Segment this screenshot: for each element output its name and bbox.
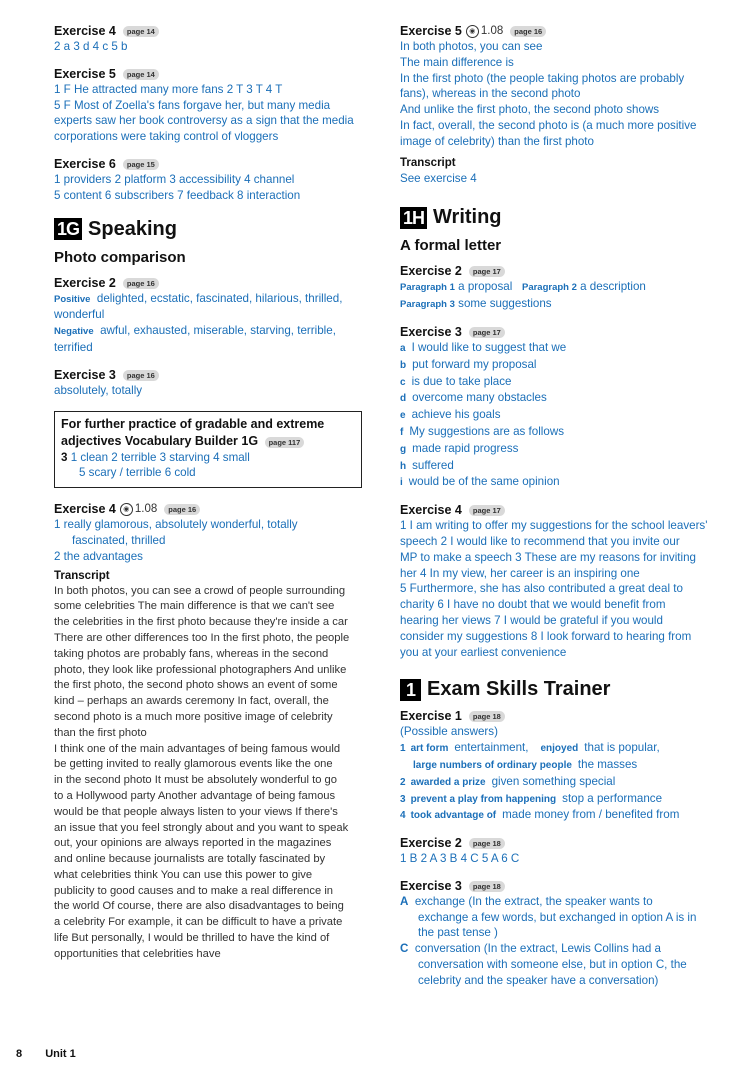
section-subtitle: A formal letter (400, 237, 502, 255)
box-answer-number: 3 (61, 450, 68, 464)
box-title-text: adjectives Vocabulary Builder 1G (61, 433, 259, 448)
page-number: 8 (16, 1048, 23, 1060)
exercise-1-exam (400, 709, 720, 824)
exercise-title: Exercise 2 (54, 275, 116, 290)
exercise-2-writing (400, 264, 720, 313)
answer-lines (400, 518, 720, 660)
paragraph-text: a proposal (458, 280, 513, 294)
item-text: is due to take place (411, 374, 512, 388)
audio-cd-icon: ◉ (120, 503, 133, 516)
item-phrase: art form (410, 743, 449, 755)
answer-line: the past tense ) (418, 926, 498, 940)
answer-line: corporations were taking control of vloggers (54, 130, 279, 144)
left-column (54, 24, 372, 975)
item-text: achieve his goals (411, 408, 501, 422)
transcript-label: Transcript (400, 156, 456, 169)
box-answer-line1 (61, 450, 355, 466)
transcript-line: to a Hollywood party Another advantage of being famous (54, 789, 336, 802)
list-item (400, 791, 720, 808)
answer-line: 1 I am writing to offer my suggestions for the school leavers' (400, 519, 708, 533)
answer: absolutely, totally (54, 383, 143, 397)
transcript-line: the celebrities in the first photo because they're inside a car (54, 616, 348, 629)
list-item (400, 374, 720, 391)
list-item (400, 441, 720, 458)
unit-label: Unit 1 (45, 1048, 76, 1060)
answer-line: image of celebrity) than the first photo (400, 134, 594, 148)
positive-label: Positive (54, 293, 91, 305)
paragraph-answers (400, 279, 720, 296)
exercise-6-top (54, 157, 372, 204)
item-letter: e (400, 410, 406, 422)
item-phrase: enjoyed (540, 743, 579, 755)
item-text: put forward my proposal (412, 357, 537, 371)
item-text: stop a performance (562, 791, 663, 805)
exercise-title: Exercise 3 (400, 324, 462, 339)
answers: 2 a 3 d 4 c 5 b (54, 40, 128, 53)
answer-line: 5 content 6 subscribers 7 feedback 8 interaction (54, 188, 301, 202)
page-badge: page 17 (469, 327, 505, 338)
option-label: C (400, 942, 409, 956)
answer-line: In fact, overall, the second photo is (a much more positive (400, 118, 697, 132)
answer-line: And unlike the first photo, the second photo shows (400, 103, 660, 117)
transcript-line: In both photos, you can see a crowd of people surrounding (54, 584, 346, 597)
item-text: entertainment, (454, 741, 529, 755)
transcript-line: taking photos are probably fans, whereas in the second (54, 647, 329, 660)
exercise-title: Exercise 3 (54, 367, 116, 382)
box-answer-text: 1 clean 2 terrible 3 starving 4 small (70, 450, 250, 464)
exercise-3-exam (400, 879, 720, 989)
page-badge: page 14 (123, 26, 159, 37)
answer-line: speech 2 I would like to recommend that you invite our (400, 534, 680, 548)
paragraph-text: a description (580, 280, 646, 294)
list-item (400, 424, 720, 441)
exercise-title: Exercise 5 (54, 66, 116, 81)
answer-line: hearing her views 7 I would be grateful if you would (400, 613, 663, 627)
transcript-line: publicity to good causes and to make a real difference in (54, 884, 334, 897)
item-text: My suggestions are as follows (409, 424, 564, 438)
answer-line: In both photos, you can see (400, 40, 543, 53)
transcript-line: I think one of the main advantages of being famous would (54, 742, 341, 755)
item-letter: d (400, 393, 407, 405)
transcript-line: be getting invited to really glamorous events like the one (54, 758, 333, 771)
exercise-title: Exercise 3 (400, 878, 462, 893)
list-item (400, 740, 720, 757)
answer-line: exchange a few words, but exchanged in option A is in (418, 910, 697, 924)
paragraph-text: some suggestions (458, 297, 552, 311)
answer-line: 1 really glamorous, absolutely wonderful, totally (54, 518, 298, 532)
option-label: A (400, 894, 409, 908)
audio-track (466, 24, 503, 39)
section-title-1h (400, 206, 720, 229)
exercise-title: Exercise 6 (54, 156, 116, 171)
exercise-title: Exercise 4 (54, 24, 116, 38)
answer-line: experts saw her book controversy as a sign that the media (54, 114, 354, 128)
answer-line: you at your earliest convenience (400, 645, 567, 659)
negative-text: awful, exhausted, miserable, starving, terrible, terrified (54, 324, 336, 354)
list-item (400, 357, 720, 374)
page-badge: page 117 (265, 437, 305, 448)
item-text: would be of the same opinion (408, 475, 560, 489)
transcript-line: second photo is a much more positive image of celebrity (54, 710, 333, 723)
item-text: I would like to suggest that we (411, 340, 567, 354)
audio-track-number: 1.08 (480, 25, 504, 37)
page-badge: page 18 (469, 838, 505, 849)
page-badge: page 14 (123, 69, 159, 80)
item-letter: g (400, 443, 407, 455)
transcript-line: a celebrity For example, it can be difficult to have a private (54, 916, 343, 929)
item-text: the masses (577, 757, 638, 771)
list-item (400, 390, 720, 407)
answer-line: 5 Furthermore, she has also contributed a great deal to (400, 582, 683, 596)
list-item (400, 757, 720, 774)
item-number: 3 (400, 793, 406, 805)
transcript-line: some celebrities The main difference is that we can't see (54, 600, 335, 613)
exercise-title: Exercise 5 (400, 24, 462, 38)
paragraph-label: Paragraph 2 (521, 282, 577, 294)
item-text: made money from / benefited from (502, 808, 680, 822)
exercise-4-top (54, 24, 372, 55)
negative-label: Negative (54, 326, 94, 338)
positive-answers (54, 291, 372, 324)
item-text: that is popular, (584, 741, 660, 755)
paragraph-label: Paragraph 1 (400, 282, 455, 294)
answer-line: fascinated, thrilled (72, 533, 166, 547)
exercise-4-writing (400, 503, 720, 660)
item-letter: a (400, 342, 406, 354)
box-title-line2 (61, 433, 355, 450)
page-badge: page 16 (164, 504, 200, 515)
item-text: overcome many obstacles (412, 391, 547, 405)
exercise-title: Exercise 1 (400, 709, 462, 724)
answer-line: 5 F Most of Zoella's fans forgave her, but many media (54, 98, 331, 112)
section-name: Writing (433, 206, 502, 229)
paragraph-answers (400, 296, 720, 313)
item-phrase: large numbers of ordinary people (413, 759, 572, 771)
transcript (54, 584, 372, 963)
audio-track (120, 502, 157, 517)
exercise-3-writing (400, 325, 720, 491)
answer-lines (400, 39, 720, 150)
list-item (400, 774, 720, 791)
answer-note: (Possible answers) (400, 725, 498, 739)
page-badge: page 16 (123, 278, 159, 289)
audio-track-number: 1.08 (134, 503, 158, 516)
exercise-title: Exercise 4 (400, 503, 462, 518)
item-phrase: prevent a play from happening (410, 793, 557, 805)
item-number: 2 (400, 776, 406, 788)
page-badge: page 16 (123, 370, 159, 381)
answer-line: 2 the advantages (54, 549, 143, 563)
item-letter: i (400, 477, 403, 489)
transcript-line: and online because journalists are totally fascinated by (54, 853, 326, 866)
page-badge: page 18 (469, 711, 505, 722)
list-item (400, 407, 720, 424)
exercise-2-exam (400, 836, 720, 867)
positive-text: delighted, ecstatic, fascinated, hilarious, thrilled, wonderful (54, 291, 343, 322)
page-footer (16, 1048, 96, 1060)
transcript-reference: See exercise 4 (400, 171, 477, 185)
answer-line: 1 providers 2 platform 3 accessibility 4 channel (54, 172, 295, 186)
list-item (400, 807, 720, 824)
negative-answers (54, 323, 372, 356)
transcript-label: Transcript (54, 569, 110, 582)
page-badge: page 17 (469, 266, 505, 277)
audio-cd-icon: ◉ (466, 25, 479, 38)
page-badge: page 18 (469, 881, 505, 892)
paragraph-label: Paragraph 3 (400, 299, 455, 311)
item-letter: c (400, 376, 406, 388)
item-text: given something special (491, 774, 616, 788)
list-item (400, 474, 720, 491)
answer-a (400, 894, 720, 910)
section-name: Exam Skills Trainer (427, 678, 611, 701)
vocabulary-builder-box (54, 411, 362, 489)
section-badge: 1G (54, 218, 82, 240)
item-phrase: took advantage of (410, 810, 497, 822)
item-letter: h (400, 460, 407, 472)
item-number: 1 (400, 743, 406, 755)
answer-line: conversation (In the extract, Lewis Collins had a (414, 942, 661, 956)
transcript-line: than the first photo (54, 726, 147, 739)
item-letter: b (400, 359, 407, 371)
answer-line: consider my suggestions 8 I look forward to hearing from (400, 629, 692, 643)
item-letter: f (400, 426, 404, 438)
transcript-line: out, your opinions are always reported in the magazines (54, 837, 332, 850)
page-badge: page 15 (123, 159, 159, 170)
right-column (400, 24, 720, 1001)
transcript-line: opportunities that celebrities have (54, 947, 221, 960)
transcript-line: kind – perhaps an awards ceremony In fact, overall, the (54, 695, 329, 708)
answer-line: celebrity and the speaker have a conversation) (418, 973, 659, 987)
list-item (400, 458, 720, 475)
page-badge: page 16 (510, 26, 546, 37)
section-title-exam (400, 678, 720, 701)
list-item (400, 340, 720, 357)
transcript-line: life But personally, I would be thrilled to have the kind of (54, 932, 330, 945)
item-phrase: awarded a prize (410, 776, 486, 788)
item-text: suffered (412, 458, 454, 472)
item-number: 4 (400, 810, 406, 822)
section-name: Speaking (88, 217, 177, 240)
answer-line: exchange (In the extract, the speaker wants to (414, 894, 653, 908)
answers: 1 B 2 A 3 B 4 C 5 A 6 C (400, 852, 520, 866)
answer-line: The main difference is (400, 55, 514, 69)
transcript-line: would be that people always listen to your views If there's (54, 805, 338, 818)
item-text: made rapid progress (412, 441, 519, 455)
section-badge: 1H (400, 207, 427, 229)
answer-line: conversation with someone else, but in option C, the (418, 958, 687, 972)
answer-list (400, 340, 720, 491)
exercise-title: Exercise 2 (400, 836, 462, 851)
answer-line: In the first photo (the people taking photos are probably (400, 71, 685, 85)
answer-line: charity 6 I have no doubt that we would benefit from (400, 598, 666, 612)
answer-list (400, 740, 720, 824)
box-title-line1: For further practice of gradable and extreme (61, 416, 325, 431)
answer-line: fans), whereas in the second photo (400, 87, 581, 101)
answer-c (400, 941, 720, 957)
exercise-title: Exercise 4 (54, 502, 116, 517)
exercise-title: Exercise 2 (400, 264, 462, 279)
section-subtitle: Photo comparison (54, 248, 186, 266)
transcript-line: photo, they look like professional photographers And unlike (54, 663, 347, 676)
answer-line: 1 F He attracted many more fans 2 T 3 T 4 T (54, 82, 283, 96)
section-title-1g (54, 218, 372, 241)
transcript-line: the world Of course, there are also disadvantages to being (54, 900, 344, 913)
section-badge: 1 (400, 679, 421, 701)
transcript-line: the first photo, the second photo shows an event of some (54, 679, 338, 692)
exercise-5-speaking (400, 24, 720, 186)
exercise-5-top (54, 67, 372, 145)
transcript-line: There are other differences too In the first photo, the people (54, 631, 350, 644)
transcript-line: what celebrities think You can use this power to give (54, 868, 313, 881)
transcript-line: an issue that you feel strongly about and you want to speak (54, 821, 349, 834)
page-badge: page 17 (469, 505, 505, 516)
box-answer-line2: 5 scary / terrible 6 cold (79, 466, 196, 480)
exercise-4-speaking (54, 502, 372, 963)
answer-line: MP to make a speech 3 These are my reasons for inviting (400, 550, 697, 564)
answer-line: her 4 In my view, her career is an inspiring one (400, 566, 640, 580)
transcript-line: in the second photo It must be absolutely wonderful to go (54, 774, 337, 787)
exercise-2 (54, 276, 372, 356)
exercise-3 (54, 368, 372, 399)
